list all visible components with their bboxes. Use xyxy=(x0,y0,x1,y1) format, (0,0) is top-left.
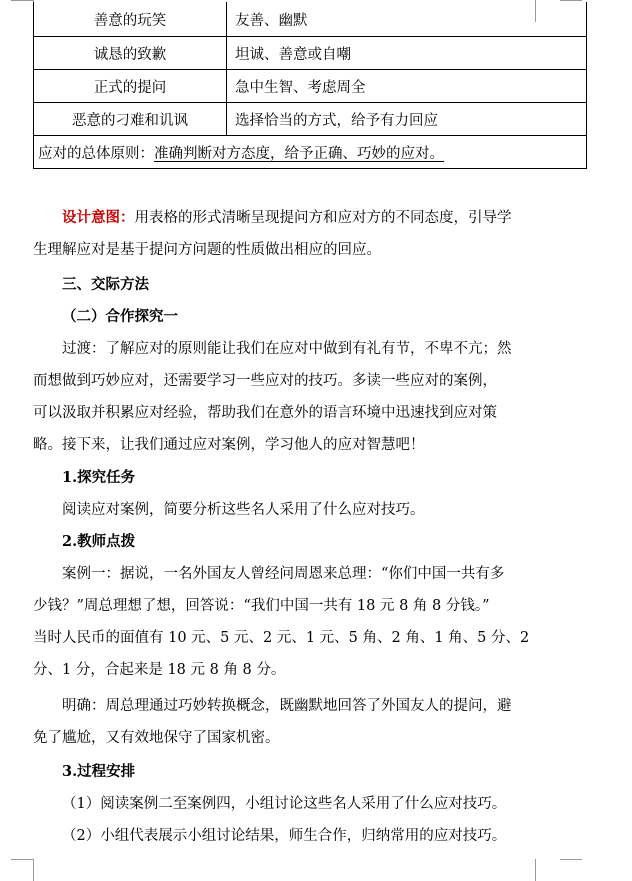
crop-mark-bottom-right-h xyxy=(560,859,582,860)
principle-cell xyxy=(34,136,587,169)
table-cell: 友善、幽默 xyxy=(227,2,587,37)
design-intent-text: 用表格的形式清晰呈现提问方和应对方的不同态度，引导学 xyxy=(134,210,512,226)
teacher-heading: 2.教师点拨 xyxy=(62,533,136,550)
table-row-principle xyxy=(34,136,587,169)
table-row xyxy=(34,2,587,37)
case1-line-1: 案例一：据说，一名外国友人曾经问周恩来总理：“你们中国一共有多 xyxy=(62,566,505,582)
transition-line-2: 而想做到巧妙应对，还需要学习一些应对的技巧。多读一些应对的案例， xyxy=(33,373,497,389)
principle-text: 准确判断对方态度，给予正确、巧妙的应对。 xyxy=(154,145,444,162)
case1-line-2: 少钱？”周总理想了想，回答说：“我们中国一共有 18 元 8 角 8 分钱。” xyxy=(33,598,490,614)
table-cell: 善意的玩笑 xyxy=(34,2,227,37)
case1-line-4: 分、1 分，合起来是 18 元 8 角 8 分。 xyxy=(33,662,286,678)
transition-line-4: 略。接下来，让我们通过应对案例，学习他人的应对智慧吧！ xyxy=(33,437,425,453)
task-heading: 1.探究任务 xyxy=(62,469,136,486)
section-heading: 三、交际方法 xyxy=(62,276,149,293)
subsection-heading: （二）合作探究一 xyxy=(62,308,178,325)
clarify-line-1: 明确：周总理通过巧妙转换概念，既幽默地回答了外国友人的提问，避 xyxy=(62,698,512,714)
principle-label: 应对的总体原则： xyxy=(38,145,154,162)
case1-line-3: 当时人民币的面值有 10 元、5 元、2 元、1 元、5 角、2 角、1 角、5 分、2 xyxy=(33,630,530,646)
table-cell: 诚恳的致歉 xyxy=(34,37,227,70)
table-row xyxy=(34,37,587,70)
design-intent-line-1 xyxy=(62,202,582,234)
table-cell: 恶意的刁难和讥讽 xyxy=(34,103,227,136)
table-cell: 急中生智、考虑周全 xyxy=(227,70,587,103)
table-cell: 选择恰当的方式，给予有力回应 xyxy=(227,103,587,136)
transition-line-3: 可以汲取并积累应对经验，帮助我们在意外的语言环境中迅速找到应对策 xyxy=(33,405,497,421)
crop-mark-bottom-left-h xyxy=(11,859,33,860)
crop-mark-bottom-left xyxy=(33,859,34,881)
transition-line-1: 过渡：了解应对的原则能让我们在应对中做到有礼有节，不卑不亢；然 xyxy=(62,341,512,357)
task-text: 阅读应对案例，简要分析这些名人采用了什么应对技巧。 xyxy=(62,502,425,518)
table-row xyxy=(34,70,587,103)
process-heading: 3.过程安排 xyxy=(62,763,136,780)
crop-mark-top-left-h xyxy=(11,0,33,1)
crop-mark-top-right-h xyxy=(560,0,582,1)
table-row xyxy=(34,103,587,136)
process-item-2: （2）小组代表展示小组讨论结果，师生合作，归纳常用的应对技巧。 xyxy=(62,828,507,844)
design-intent-label: 设计意图： xyxy=(62,209,135,226)
process-item-1: （1）阅读案例二至案例四，小组讨论这些名人采用了什么应对技巧。 xyxy=(62,796,507,812)
clarify-line-2: 免了尴尬，又有效地保守了国家机密。 xyxy=(33,730,280,746)
response-table xyxy=(33,2,587,169)
table-cell: 坦诚、善意或自嘲 xyxy=(227,37,587,70)
design-intent-line-2: 生理解应对是基于提问方问题的性质做出相应的回应。 xyxy=(33,242,381,258)
table-cell: 正式的提问 xyxy=(34,70,227,103)
crop-mark-bottom-right xyxy=(535,859,536,881)
